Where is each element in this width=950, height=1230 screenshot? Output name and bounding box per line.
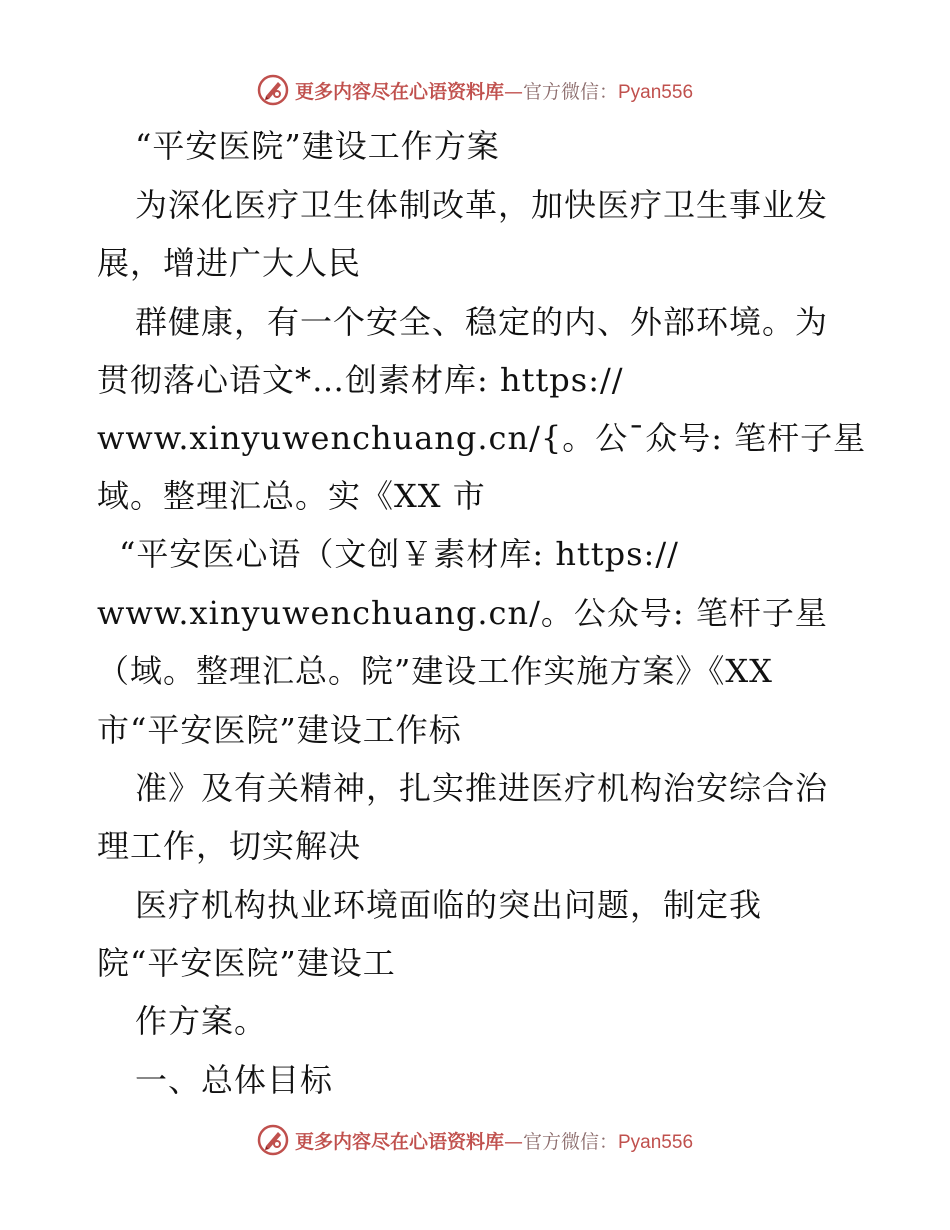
paragraph-line: 为深化医疗卫生体制改革，加快医疗卫生事业发 [135,186,829,224]
banner-wechat-id: Pyan556 [618,1131,694,1153]
section-heading: 一、总体目标 [135,1061,334,1099]
document-title: “平安医院”建设工作方案 [135,127,500,165]
paragraph-line: 贯彻落心语文*…创素材库: https:// [97,361,624,399]
banner-label: 官方微信： [522,80,618,103]
brand-logo-icon [257,74,289,106]
banner-inner [257,1124,693,1156]
banner-label: 官方微信： [522,1130,618,1153]
paragraph-line: 准》及有关精神，扎实推进医疗机构治安综合治 [135,769,829,807]
banner-main-text: 更多内容尽在心语资料库 [294,1130,504,1153]
paragraph-line: 域。整理汇总。实《XX 市 [97,477,486,515]
banner-inner [257,74,693,106]
paragraph-line: 市“平安医院”建设工作标 [97,711,462,749]
paragraph-line: 作方案。 [135,1002,268,1040]
paragraph-line: 医疗机构执业环境面临的突出问题，制定我 [135,886,763,924]
paragraph-line: “平安医心语（文创￥素材库: https:// [119,535,679,573]
banner-text [295,1127,693,1154]
banner-dash: — [503,80,523,103]
banner-main-text: 更多内容尽在心语资料库 [294,80,504,103]
paragraph-line: www.xinyuwenchuang.cn/。公众号: 笔杆子星 [97,594,828,632]
paragraph-line: （域。整理汇总。院”建设工作实施方案》《XX [97,652,773,690]
header-banner [0,70,950,110]
paragraph-line: 展，增进广大人民 [97,244,362,282]
paragraph-line: 院“平安医院”建设工 [97,944,396,982]
paragraph-line: 理工作，切实解决 [97,827,362,865]
brand-logo-icon [257,1124,289,1156]
paragraph-line: 群健康，有一个安全、稳定的内、外部环境。为 [135,303,829,341]
banner-text [295,77,693,104]
banner-wechat-id: Pyan556 [618,81,694,103]
banner-dash: — [503,1130,523,1153]
footer-banner [0,1120,950,1160]
paragraph-line: www.xinyuwenchuang.cn/{。公¯众号: 笔杆子星 [97,419,867,457]
